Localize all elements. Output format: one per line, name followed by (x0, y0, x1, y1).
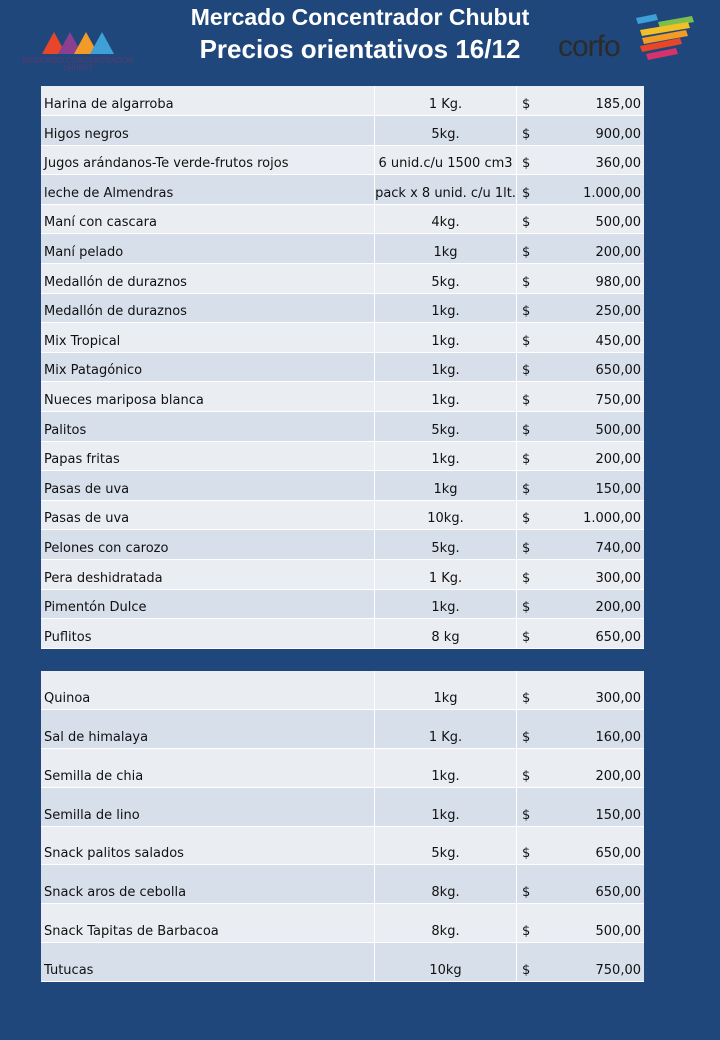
product-unit: 1kg. (375, 589, 517, 619)
product-name: Medallón de duraznos (41, 264, 375, 294)
product-price: 500,00 (548, 412, 644, 442)
price-table-2 (41, 671, 644, 982)
product-name: Semilla de chia (41, 749, 375, 788)
logo-left-subtext: CHUBUT (63, 65, 93, 72)
table-row (41, 382, 644, 412)
product-price: 200,00 (548, 749, 644, 788)
product-price: 750,00 (548, 943, 644, 982)
product-name: Medallón de duraznos (41, 293, 375, 323)
table-row (41, 323, 644, 353)
product-name: Papas fritas (41, 441, 375, 471)
price-table-1 (41, 86, 644, 649)
product-price: 500,00 (548, 204, 644, 234)
table-row (41, 500, 644, 530)
product-price: 500,00 (548, 904, 644, 943)
product-name: Snack Tapitas de Barbacoa (41, 904, 375, 943)
currency-symbol: $ (517, 352, 549, 382)
product-price: 740,00 (548, 530, 644, 560)
currency-symbol: $ (517, 86, 549, 116)
product-name: Nueces mariposa blanca (41, 382, 375, 412)
currency-symbol: $ (517, 560, 549, 590)
currency-symbol: $ (517, 530, 549, 560)
product-name: Higos negros (41, 116, 375, 146)
product-unit: 1kg. (375, 382, 517, 412)
currency-symbol: $ (517, 323, 549, 353)
product-unit: 8 kg (375, 619, 517, 649)
product-name: Mix Tropical (41, 323, 375, 353)
product-unit: 5kg. (375, 264, 517, 294)
logo-left-text: MERCADO CONCENTRADOR (22, 56, 134, 65)
currency-symbol: $ (517, 943, 549, 982)
product-name: Pelones con carozo (41, 530, 375, 560)
product-price: 360,00 (548, 145, 644, 175)
product-unit: 1kg (375, 471, 517, 501)
product-name: Pasas de uva (41, 471, 375, 501)
table-row (41, 787, 644, 826)
product-price: 650,00 (548, 865, 644, 904)
product-name: Quinoa (41, 671, 375, 710)
product-unit: pack x 8 unid. c/u 1lt. (375, 175, 517, 205)
product-price: 150,00 (548, 787, 644, 826)
table-row (41, 86, 644, 116)
product-name: Maní con cascara (41, 204, 375, 234)
product-unit: 1kg. (375, 787, 517, 826)
table-row (41, 710, 644, 749)
product-price: 750,00 (548, 382, 644, 412)
corfo-logo (556, 14, 706, 74)
table-row (41, 116, 644, 146)
currency-symbol: $ (517, 204, 549, 234)
table-row (41, 943, 644, 982)
corfo-stripes-icon (636, 14, 696, 70)
product-price: 200,00 (548, 589, 644, 619)
product-name: Pasas de uva (41, 500, 375, 530)
product-unit: 1 Kg. (375, 560, 517, 590)
currency-symbol: $ (517, 865, 549, 904)
page-subtitle: Precios orientativos 16/12 (199, 34, 521, 64)
page-header (0, 0, 720, 84)
currency-symbol: $ (517, 826, 549, 865)
currency-symbol: $ (517, 500, 549, 530)
product-price: 650,00 (548, 619, 644, 649)
currency-symbol: $ (517, 293, 549, 323)
currency-symbol: $ (517, 904, 549, 943)
product-price: 185,00 (548, 86, 644, 116)
product-unit: 1kg. (375, 323, 517, 353)
product-unit: 1kg. (375, 352, 517, 382)
table-row (41, 441, 644, 471)
table-row (41, 145, 644, 175)
table-row (41, 619, 644, 649)
product-name: Sal de himalaya (41, 710, 375, 749)
currency-symbol: $ (517, 710, 549, 749)
product-price: 1.000,00 (548, 175, 644, 205)
product-name: Jugos arándanos-Te verde-frutos rojos (41, 145, 375, 175)
product-name: Puflitos (41, 619, 375, 649)
table-row (41, 352, 644, 382)
product-name: Maní pelado (41, 234, 375, 264)
product-unit: 1kg. (375, 293, 517, 323)
currency-symbol: $ (517, 441, 549, 471)
page-title: Mercado Concentrador Chubut (190, 4, 530, 30)
table-row (41, 234, 644, 264)
currency-symbol: $ (517, 589, 549, 619)
currency-symbol: $ (517, 264, 549, 294)
product-name: Snack palitos salados (41, 826, 375, 865)
product-name: Tutucas (41, 943, 375, 982)
currency-symbol: $ (517, 382, 549, 412)
product-price: 300,00 (548, 671, 644, 710)
product-price: 1.000,00 (548, 500, 644, 530)
product-price: 900,00 (548, 116, 644, 146)
product-price: 650,00 (548, 352, 644, 382)
product-price: 160,00 (548, 710, 644, 749)
product-price: 200,00 (548, 234, 644, 264)
product-unit: 8kg. (375, 904, 517, 943)
currency-symbol: $ (517, 671, 549, 710)
product-name: Mix Patagónico (41, 352, 375, 382)
table-row (41, 671, 644, 710)
product-name: Snack aros de cebolla (41, 865, 375, 904)
product-unit: 1kg. (375, 749, 517, 788)
product-unit: 1kg. (375, 441, 517, 471)
product-price: 650,00 (548, 826, 644, 865)
table-row (41, 826, 644, 865)
product-price: 300,00 (548, 560, 644, 590)
product-unit: 5kg. (375, 530, 517, 560)
product-name: Pimentón Dulce (41, 589, 375, 619)
product-unit: 5kg. (375, 826, 517, 865)
product-price: 450,00 (548, 323, 644, 353)
currency-symbol: $ (517, 787, 549, 826)
product-name: leche de Almendras (41, 175, 375, 205)
product-unit: 5kg. (375, 116, 517, 146)
product-price: 980,00 (548, 264, 644, 294)
table-row (41, 865, 644, 904)
currency-symbol: $ (517, 619, 549, 649)
currency-symbol: $ (517, 116, 549, 146)
currency-symbol: $ (517, 412, 549, 442)
corfo-logo-text: corfo (558, 30, 620, 63)
product-name: Pera deshidratada (41, 560, 375, 590)
product-name: Semilla de lino (41, 787, 375, 826)
product-unit: 10kg. (375, 500, 517, 530)
table-row (41, 264, 644, 294)
product-price: 250,00 (548, 293, 644, 323)
product-unit: 1 Kg. (375, 710, 517, 749)
table-row (41, 204, 644, 234)
table-row (41, 530, 644, 560)
table-row (41, 560, 644, 590)
product-unit: 4kg. (375, 204, 517, 234)
currency-symbol: $ (517, 234, 549, 264)
currency-symbol: $ (517, 471, 549, 501)
table-row (41, 589, 644, 619)
table-row (41, 749, 644, 788)
product-unit: 1 Kg. (375, 86, 517, 116)
product-unit: 8kg. (375, 865, 517, 904)
currency-symbol: $ (517, 749, 549, 788)
product-unit: 1kg (375, 234, 517, 264)
product-unit: 1kg (375, 671, 517, 710)
product-price: 150,00 (548, 471, 644, 501)
table-row (41, 293, 644, 323)
table-row (41, 471, 644, 501)
product-unit: 10kg (375, 943, 517, 982)
currency-symbol: $ (517, 175, 549, 205)
table-row (41, 412, 644, 442)
table-row (41, 175, 644, 205)
product-unit: 5kg. (375, 412, 517, 442)
product-name: Harina de algarroba (41, 86, 375, 116)
table-row (41, 904, 644, 943)
product-name: Palitos (41, 412, 375, 442)
product-price: 200,00 (548, 441, 644, 471)
product-unit: 6 unid.c/u 1500 cm3 (375, 145, 517, 175)
currency-symbol: $ (517, 145, 549, 175)
